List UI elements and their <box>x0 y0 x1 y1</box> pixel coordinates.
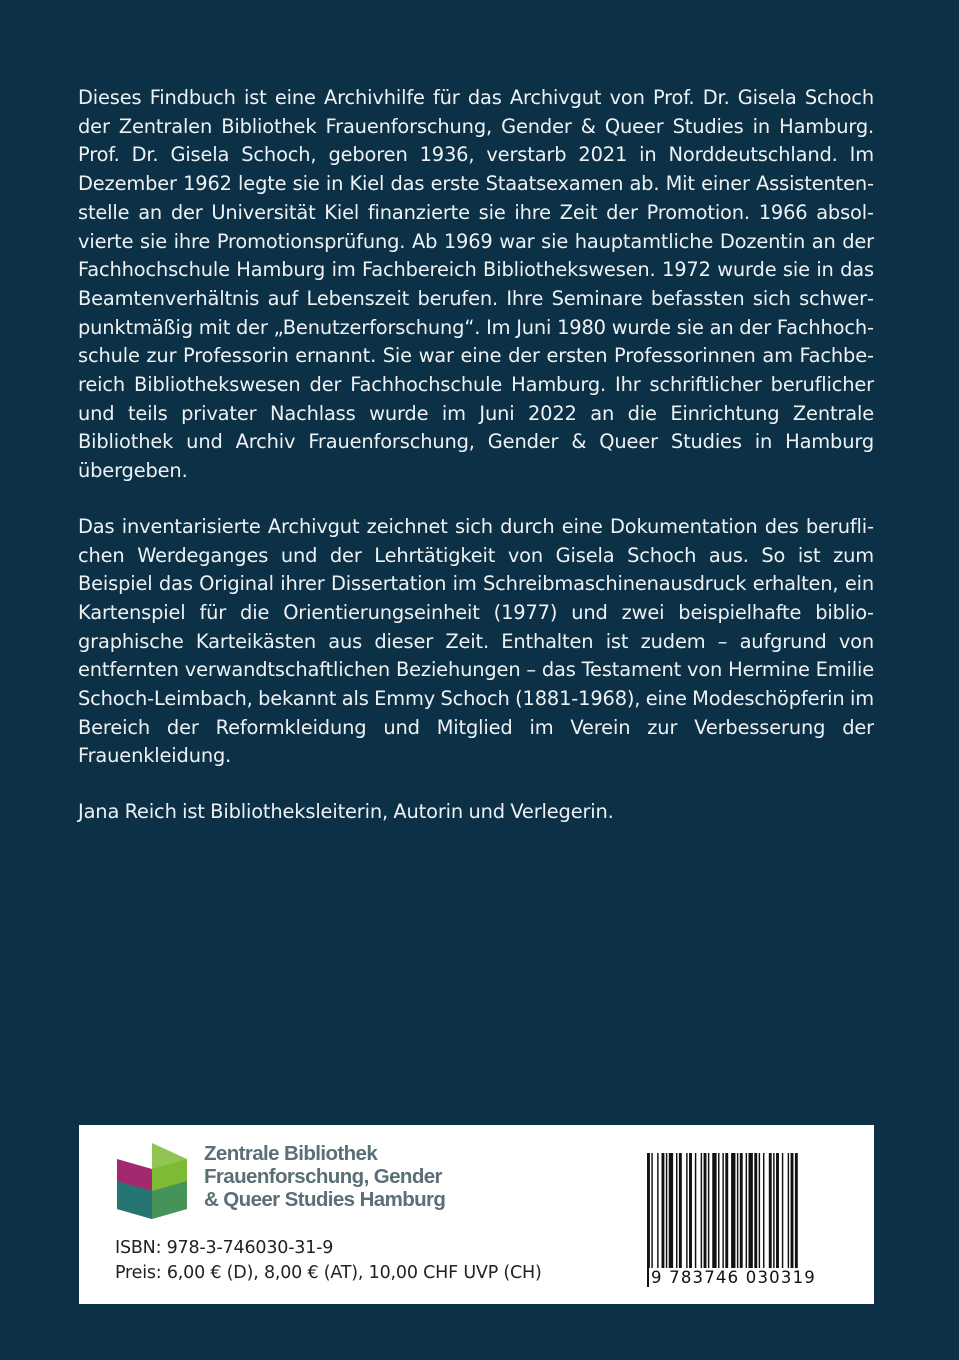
barcode-bar <box>749 1153 753 1287</box>
barcode-bar <box>788 1153 789 1287</box>
publisher-name-line: Frauenforschung, Gender <box>204 1165 442 1188</box>
barcode-bar <box>701 1153 702 1287</box>
paragraph-biography: Dieses Findbuch ist eine Archivhilfe für das Archivgut von Prof. Dr. Gisela Schoch der Zentralen Bibliothek Frauenforschung, Gender & Queer Studies in Hamburg. Prof. Dr. Gisela Schoch, geboren 1936, verstarb 2021 in Norddeutschland. Im Dezember 1962 legte sie in Kiel das erste Staatsexamen ab. Mit einer Assistentenstelle an der Universität Kiel finanzierte sie ihre Zeit der Promotion. 1966 absolvierte sie ihre Promotionsprüfung. Ab 1969 war sie hauptamtliche Dozentin an der Fachhochschule Hamburg im Fachbereich Bibliothekswesen. 1972 wurde sie in das Beamtenverhältnis auf Lebenszeit berufen. Ihre Seminare befassten sich schwerpunktmäßig mit der „Benutzerforschung“. Im Juni 1980 wurde sie an der Fachhochschule zur Professorin ernannt. Sie war eine der ersten Professorinnen am Fachbereich Bibliothekswesen der Fachhochschule Hamburg. Ihr schriftlicher beruflicher und teils privater Nachlass wurde im Juni 2022 an die Einrichtung Zentrale Bibliothek und Archiv Frauenforschung, Gender & Queer Studies in Hamburg übergeben. <box>78 86 874 483</box>
barcode-bar <box>712 1153 716 1287</box>
barcode-bar <box>795 1153 798 1287</box>
blurb-text <box>78 84 874 854</box>
barcode-bar <box>666 1153 667 1287</box>
publisher-name-line: Zentrale Bibliothek <box>204 1142 378 1165</box>
barcode-bar <box>676 1153 677 1287</box>
publisher-info-box <box>79 1125 874 1304</box>
barcode-bar <box>662 1153 665 1287</box>
isbn-text: ISBN: 978-3-746030-31-9 <box>115 1238 334 1258</box>
barcode-bar <box>722 1153 723 1287</box>
barcode-bar <box>689 1153 692 1287</box>
barcode-bar <box>791 1153 794 1287</box>
price-text: Preis: 6,00 € (D), 8,00 € (AT), 10,00 CHF UVP (CH) <box>115 1263 542 1283</box>
publisher-name-line: & Queer Studies Hamburg <box>204 1188 446 1211</box>
barcode-bar <box>651 1153 652 1287</box>
barcode-bar <box>708 1153 709 1287</box>
barcode-bar <box>647 1153 650 1287</box>
paragraph-archive-contents: Das inventarisierte Archivgut zeichnet sich durch eine Dokumentation des beruflichen Werdeganges und der Lehrtätigkeit von Gisela Schoch aus. So ist zum Beispiel das Original ihrer Dissertation im Schreibmaschinenausdruck erhalten, ein Kartenspiel für die Orientierungseinheit (1977) und zwei beispielhafte bibliographische Karteikästen aus dieser Zeit. Enthalten ist zudem – aufgrund von entfernten verwandtschaftlichen Beziehungen – das Testament von Hermine Emilie Schoch-Leimbach, bekannt als Emmy Schoch (1881-1968), eine Modeschöpferin im Bereich der Reformkleidung und Mitglied im Verein zur Verbesserung der Frauenkleidung. <box>78 514 874 768</box>
barcode-graphic <box>647 1153 847 1287</box>
barcode-bar <box>769 1153 772 1287</box>
barcode-bar <box>763 1153 764 1287</box>
barcode-bar <box>746 1153 747 1287</box>
barcode-bar <box>695 1153 696 1287</box>
barcode-bar <box>737 1153 738 1287</box>
barcode-bar <box>773 1153 774 1287</box>
barcode-bar <box>669 1153 673 1287</box>
barcode-number: 9 783746 030319 <box>649 1268 847 1287</box>
barcode-bar <box>686 1153 687 1287</box>
paragraph-author: Jana Reich ist Bibliotheksleiterin, Autorin und Verlegerin. <box>78 800 614 824</box>
barcode-bar <box>679 1153 682 1287</box>
publisher-name <box>204 1142 445 1211</box>
barcode-bar <box>704 1153 707 1287</box>
barcode-bar <box>725 1153 728 1287</box>
barcode-bar <box>731 1153 735 1287</box>
barcode-bar <box>740 1153 743 1287</box>
barcode-bar <box>776 1153 779 1287</box>
barcode-bar <box>759 1153 760 1287</box>
barcode-bar <box>782 1153 783 1287</box>
barcode-bar <box>718 1153 719 1287</box>
book-logo-icon <box>115 1141 189 1221</box>
barcode-bar <box>657 1153 658 1287</box>
barcode-bar <box>754 1153 757 1287</box>
